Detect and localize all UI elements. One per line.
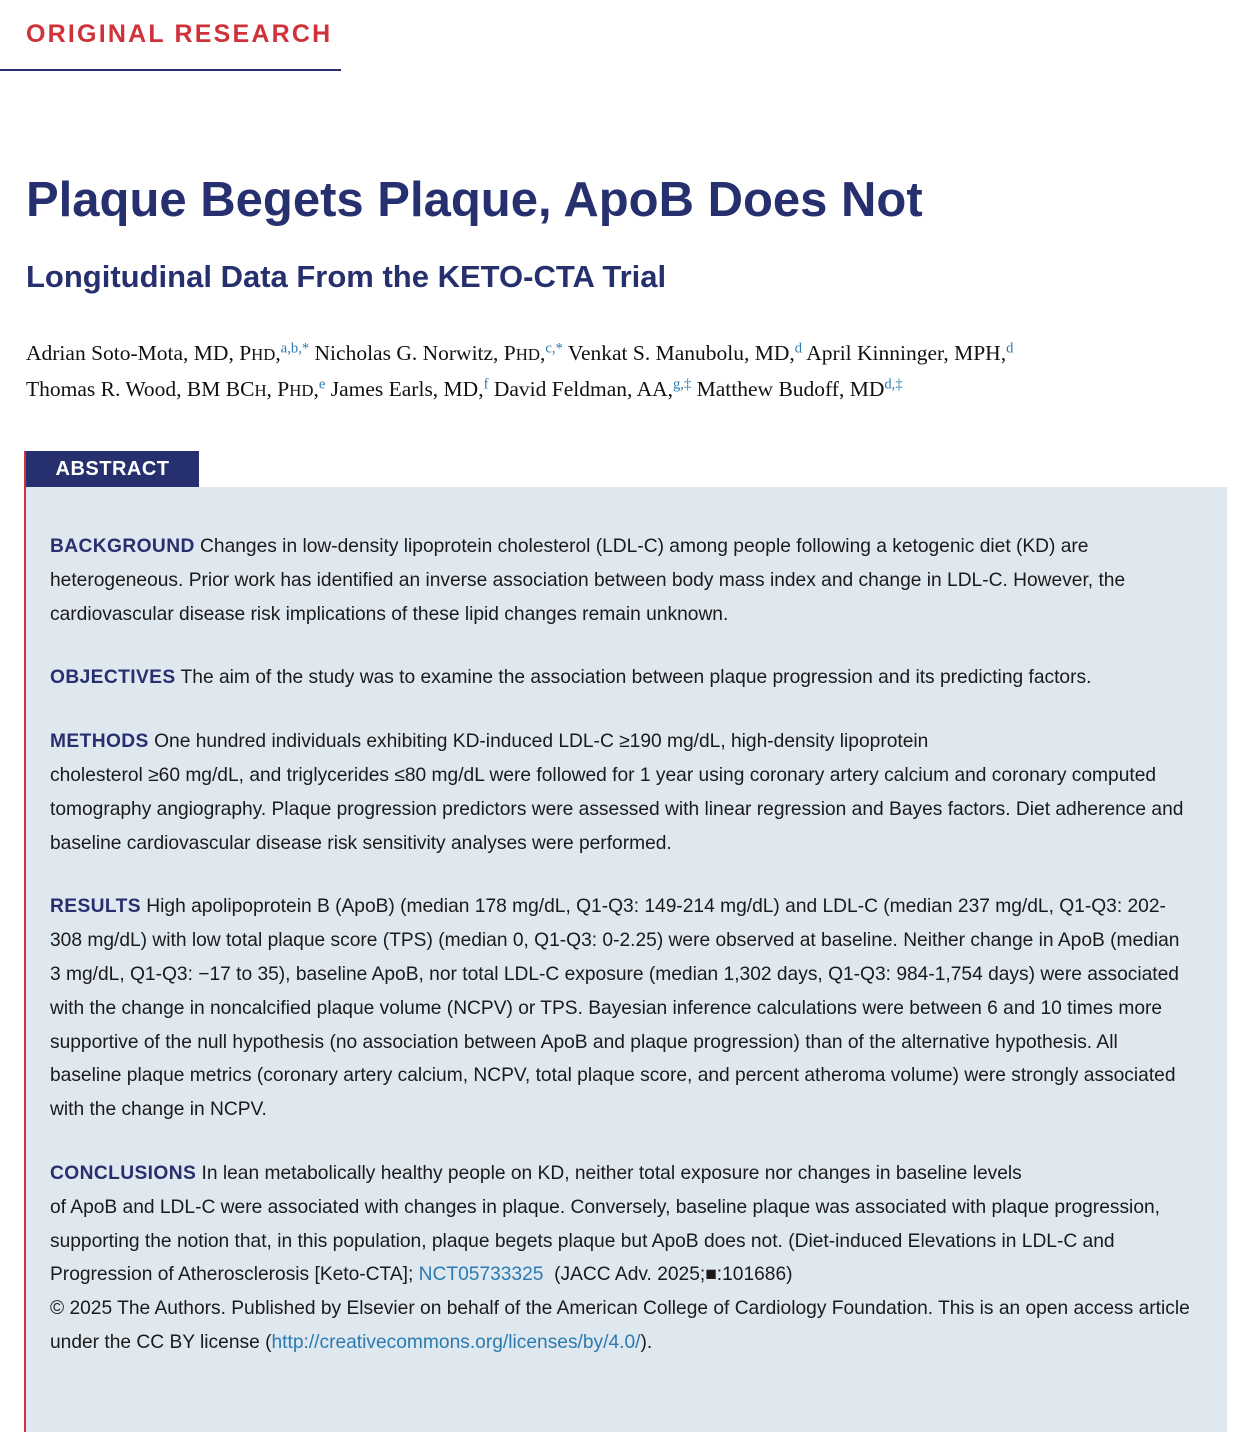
license-link[interactable]: http://creativecommons.org/licenses/by/4.0/ — [271, 1331, 641, 1353]
author-earls: James Earls, MD,$^f$ — [325, 376, 489, 401]
affiliation-link[interactable]: c,* — [545, 340, 563, 357]
affiliation-link[interactable]: f — [483, 376, 489, 393]
author-line-1 — [26, 336, 1226, 372]
journal-citation: (JACC Adv. 2025;■:101686) — [554, 1264, 793, 1286]
author-feldman: David Feldman, AA,$^{g,\ddagger}$ — [488, 376, 692, 401]
affiliation-link[interactable]: d — [794, 340, 803, 357]
affiliation-link[interactable]: d,‡ — [884, 376, 903, 393]
trial-registration-link[interactable]: NCT05733325 — [418, 1264, 544, 1286]
article-title: Plaque Begets Plaque, ApoB Does Not — [26, 173, 923, 227]
background-text: Changes in low-density lipoprotein cholesterol (LDL-C) among people following a ketogenic diet (KD) are heterogeneous. Prior work has identified an inverse association between body mass index and change in LDL-C. However, the cardiovascular disease risk implications of these lipid changes remain unknown. — [50, 536, 1126, 625]
objectives-text: The aim of the study was to examine the association between plaque progression and its predicting factors. — [180, 667, 1092, 689]
section-label: ORIGINAL RESEARCH — [26, 20, 333, 48]
conclusions-text-line1: In lean metabolically healthy people on KD, neither total exposure nor changes in baseline levels — [201, 1162, 1022, 1184]
copyright-text: © 2025 The Authors. Published by Elsevier on behalf of the American College of Cardiology Foundation. This is an open access article under the CC BY license ( — [50, 1298, 1190, 1353]
affiliation-link[interactable]: e — [318, 376, 326, 393]
conclusions-text: of ApoB and LDL-C were associated with changes in plaque. Conversely, baseline plaque was associated with plaque progression, supporting the notion that, in this population, plaque begets plaque but ApoB does not. (Diet-induced Elevations in LDL-C and Progression of Atherosclerosis [Keto-CTA]; — [50, 1196, 1160, 1286]
author-norwitz: Nicholas G. Norwitz, PHD,$^{c,*}$ — [309, 340, 563, 365]
background-heading: BACKGROUND — [50, 536, 195, 557]
abstract-results — [50, 890, 1190, 1127]
results-heading: RESULTS — [50, 896, 141, 918]
author-kinninger: April Kinninger, MPH,$^d$ — [802, 340, 1014, 365]
methods-text-line1: One hundred individuals exhibiting KD-induced LDL-C ≥190 mg/dL, high-density lipoprotein — [154, 731, 929, 753]
abstract-body — [50, 530, 1190, 1390]
author-manubolu: Venkat S. Manubolu, MD,$^d$ — [562, 340, 803, 365]
results-text: High apolipoprotein B (ApoB) (median 178 mg/dL, Q1-Q3: 149-214 mg/dL) and LDL-C (median 237 mg/dL, Q1-Q3: 202-308 mg/dL) with low total plaque score (TPS) (median 0, Q1-Q3: 0-2.25) were observed at baseline. Neither change in ApoB (median 3 mg/dL, Q1-Q3: −17 to 35), baseline ApoB, nor total LDL-C exposure (median 1,302 days, Q1-Q3: 984-1,754 days) were associated with the change in noncalcified plaque volume (NCPV) or TPS. Bayesian inference calculations were between 6 and 10 times more supportive of the null hypothesis (no association between ApoB and plaque progression) than of the alternative hypothesis. All baseline plaque metrics (coronary artery calcium, NCPV, total plaque score, and percent atheroma volume) were strongly associated with the change in NCPV. — [50, 896, 1180, 1121]
abstract-background — [50, 530, 1190, 631]
conclusions-heading: CONCLUSIONS — [50, 1162, 197, 1184]
author-line-2 — [26, 372, 1226, 408]
affiliation-link[interactable]: a,b,* — [280, 340, 310, 357]
methods-heading: METHODS — [50, 731, 149, 753]
author-list — [26, 336, 1226, 408]
abstract-objectives — [50, 661, 1190, 695]
author-soto-mota: Adrian Soto-Mota, MD, PHD,$^{a,b,*}$ — [26, 340, 310, 365]
abstract-conclusions — [50, 1157, 1190, 1360]
article-subtitle: Longitudinal Data From the KETO-CTA Trial — [26, 259, 667, 294]
author-budoff: Matthew Budoff, MD$^{d,\ddagger}$ — [691, 376, 903, 401]
affiliation-link[interactable]: g,‡ — [673, 376, 692, 393]
objectives-heading: OBJECTIVES — [50, 667, 176, 689]
copyright-end: ). — [640, 1331, 653, 1353]
author-wood: Thomas R. Wood, BM BCH, PHD,$^e$ — [26, 376, 326, 401]
abstract-methods — [50, 725, 1190, 860]
affiliation-link[interactable]: d — [1006, 340, 1014, 357]
section-divider — [0, 69, 341, 71]
abstract-tab: ABSTRACT — [26, 451, 199, 487]
methods-text: cholesterol ≥60 mg/dL, and triglycerides ≤80 mg/dL were followed for 1 year using coronary artery calcium and coronary computed tomography angiography. Plaque progression predictors were assessed with linear regression and Bayes factors. Diet adherence and baseline cardiovascular disease risk sensitivity analyses were performed. — [50, 764, 1184, 854]
